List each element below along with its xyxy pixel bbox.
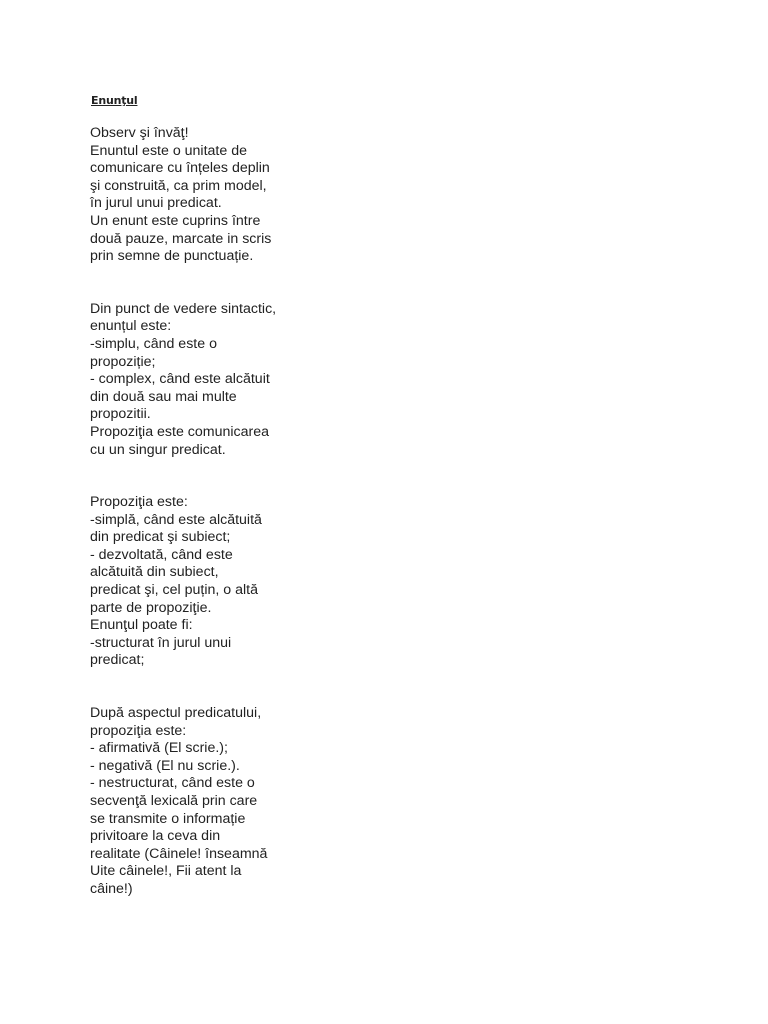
- text-line: enunțul este:: [90, 318, 172, 335]
- text-line: Enuntul este o unitate de: [90, 142, 247, 159]
- text-line: - afirmativă (El scrie.);: [90, 740, 228, 757]
- text-line: din predicat şi subiect;: [90, 529, 231, 546]
- text-line: în jurul unui predicat.: [90, 195, 222, 212]
- text-line: din două sau mai multe: [90, 388, 237, 405]
- text-line: Din punct de vedere sintactic,: [90, 300, 277, 317]
- text-line: -simplă, când este alcătuită: [90, 511, 262, 528]
- text-line: Observ şi învăţ!: [90, 125, 189, 141]
- paragraph-propozitia-types: [90, 494, 330, 670]
- text-line: predicat şi, cel puțin, o altă: [90, 582, 258, 599]
- text-line: Propoziţia este:: [90, 494, 188, 511]
- text-line: prin semne de punctuație.: [90, 248, 254, 265]
- text-line: -structurat în jurul unui: [90, 634, 232, 651]
- text-line: - nestructurat, când este o: [90, 775, 255, 792]
- text-line: se transmite o informație: [90, 810, 246, 827]
- text-line: Un enunt este cuprins între: [90, 212, 261, 229]
- document-title: Enunţul: [91, 94, 138, 107]
- text-line: realitate (Câinele! înseamnă: [90, 845, 268, 862]
- text-line: şi construită, ca prim model,: [90, 177, 267, 194]
- text-line: parte de propoziţie.: [90, 599, 212, 616]
- text-line: două pauze, marcate in scris: [90, 230, 272, 247]
- text-line: După aspectul predicatului,: [90, 705, 262, 722]
- text-line: predicat;: [90, 652, 145, 669]
- paragraph-syntactic-view: [90, 301, 330, 459]
- text-line: - negativă (El nu scrie.).: [90, 757, 240, 774]
- text-line: alcătuită din subiect,: [90, 564, 219, 581]
- text-line: propoziție;: [90, 353, 156, 370]
- text-line: comunicare cu înțeles deplin: [90, 160, 270, 177]
- text-line: - dezvoltată, când este: [90, 546, 233, 563]
- text-line: secvenţă lexicală prin care: [90, 793, 258, 809]
- text-line: propozitii.: [90, 406, 151, 423]
- text-line: - complex, când este alcătuit: [90, 371, 270, 388]
- text-line: câine!): [90, 880, 133, 897]
- document-body: [90, 125, 330, 899]
- text-line: Propoziţia este comunicarea: [90, 423, 270, 440]
- text-line: Uite câinele!, Fii atent la: [90, 863, 242, 880]
- paragraph-enunt-definition: [90, 125, 330, 266]
- text-line: propoziţia este:: [90, 722, 187, 739]
- paragraph-predicate-aspect: [90, 705, 330, 899]
- text-line: Enunţul poate fi:: [90, 617, 193, 634]
- text-line: -simplu, când este o: [90, 335, 217, 352]
- text-line: privitoare la ceva din: [90, 828, 221, 845]
- text-line: cu un singur predicat.: [90, 441, 226, 458]
